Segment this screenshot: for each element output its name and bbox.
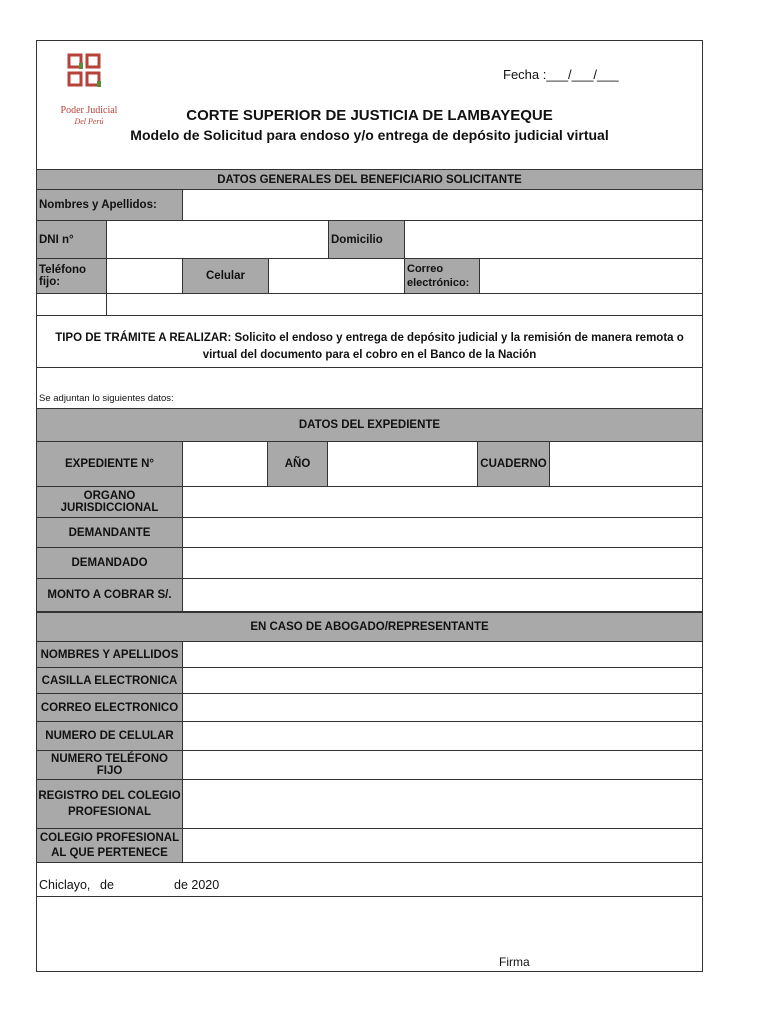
- demandado-label: DEMANDADO: [37, 548, 183, 578]
- correo-abogado-input[interactable]: [183, 694, 702, 721]
- anio-label: AÑO: [268, 442, 328, 486]
- domicilio-label: Domicilio: [329, 221, 405, 258]
- row-dni: [37, 221, 702, 259]
- row-fecha-lugar: [37, 863, 702, 897]
- telefono-abogado-input[interactable]: [183, 751, 702, 779]
- celular-input[interactable]: [269, 259, 405, 293]
- correo-input[interactable]: [480, 259, 702, 293]
- celular-label: Celular: [183, 259, 269, 293]
- nombres-label: Nombres y Apellidos:: [37, 190, 183, 220]
- domicilio-input[interactable]: [405, 221, 702, 258]
- row-telefono: [37, 259, 702, 294]
- telefono-label: Teléfono fijo:: [37, 259, 107, 293]
- registro-label: REGISTRO DEL COLEGIO PROFESIONAL: [37, 780, 183, 828]
- row-telefono-abogado: [37, 751, 702, 780]
- organo-input[interactable]: [183, 487, 702, 517]
- celular-abogado-input[interactable]: [183, 722, 702, 750]
- nombres-input[interactable]: [183, 190, 702, 220]
- row-celular-abogado: [37, 722, 702, 751]
- firma-label: Firma: [499, 955, 530, 969]
- row-abogado-nombres: [37, 642, 702, 668]
- demandado-input[interactable]: [183, 548, 702, 578]
- colegio-label: COLEGIO PROFESIONAL AL QUE PERTENECE: [37, 829, 183, 862]
- de-year-text: de 2020: [174, 878, 220, 892]
- casilla-input[interactable]: [183, 668, 702, 693]
- abogado-nombres-label: NOMBRES Y APELLIDOS: [37, 642, 183, 667]
- page-title: CORTE SUPERIOR DE JUSTICIA DE LAMBAYEQUE: [186, 107, 553, 124]
- blank-cell[interactable]: [107, 294, 702, 315]
- abogado-nombres-input[interactable]: [183, 642, 702, 667]
- monto-label: MONTO A COBRAR S/.: [37, 579, 183, 611]
- de-text: de: [100, 878, 114, 892]
- demandante-label: DEMANDANTE: [37, 518, 183, 547]
- row-colegio: [37, 829, 702, 863]
- row-blank: [37, 294, 702, 316]
- registro-input[interactable]: [183, 780, 702, 828]
- row-correo-abogado: [37, 694, 702, 722]
- dni-input[interactable]: [107, 221, 329, 258]
- row-expediente: [37, 442, 702, 487]
- row-demandado: [37, 548, 702, 579]
- celular-abogado-label: NUMERO DE CELULAR: [37, 722, 183, 750]
- blank-cell[interactable]: [37, 294, 107, 315]
- chiclayo-text: Chiclayo,: [39, 878, 91, 892]
- row-casilla: [37, 668, 702, 694]
- logo-emblem-icon: [47, 49, 131, 105]
- row-nombres: [37, 190, 702, 221]
- monto-input[interactable]: [183, 579, 702, 611]
- page-subtitle: Modelo de Solicitud para endoso y/o entrega de depósito judicial virtual: [130, 127, 609, 143]
- adjunta-text: Se adjuntan lo siguientes datos:: [39, 393, 174, 404]
- logo-text: Poder Judicial Del Perú: [60, 105, 118, 126]
- anio-input[interactable]: [328, 442, 478, 486]
- cuaderno-input[interactable]: [550, 442, 702, 486]
- casilla-label: CASILLA ELECTRONICA: [37, 668, 183, 693]
- dni-label: DNI n°: [37, 221, 107, 258]
- demandante-input[interactable]: [183, 518, 702, 547]
- expediente-label: EXPEDIENTE N°: [37, 442, 183, 486]
- telefono-input[interactable]: [107, 259, 183, 293]
- row-registro: [37, 780, 702, 829]
- organo-label: ORGANO JURISDICCIONAL: [37, 487, 183, 517]
- section-header-abogado: EN CASO DE ABOGADO/REPRESENTANTE: [37, 612, 702, 642]
- tramite-text: TIPO DE TRÁMITE A REALIZAR: Solicito el endoso y entrega de depósito judicial y la remisión de manera remota o virtual del documento para el cobro en el Banco de la Nación: [37, 316, 702, 368]
- telefono-abogado-label: NUMERO TELÉFONO FIJO: [37, 751, 183, 779]
- expediente-input[interactable]: [183, 442, 268, 486]
- row-demandante: [37, 518, 702, 548]
- row-organo: [37, 487, 702, 518]
- solicitud-form: [36, 40, 703, 972]
- section-header-expediente: DATOS DEL EXPEDIENTE: [37, 408, 702, 442]
- correo-abogado-label: CORREO ELECTRONICO: [37, 694, 183, 721]
- cuaderno-label: CUADERNO: [478, 442, 550, 486]
- fecha-field[interactable]: Fecha :___/___/___: [503, 67, 619, 82]
- colegio-input[interactable]: [183, 829, 702, 862]
- section-header-beneficiario: DATOS GENERALES DEL BENEFICIARIO SOLICITANTE: [37, 169, 702, 190]
- row-monto: [37, 579, 702, 612]
- correo-label: Correo electrónico:: [405, 259, 480, 293]
